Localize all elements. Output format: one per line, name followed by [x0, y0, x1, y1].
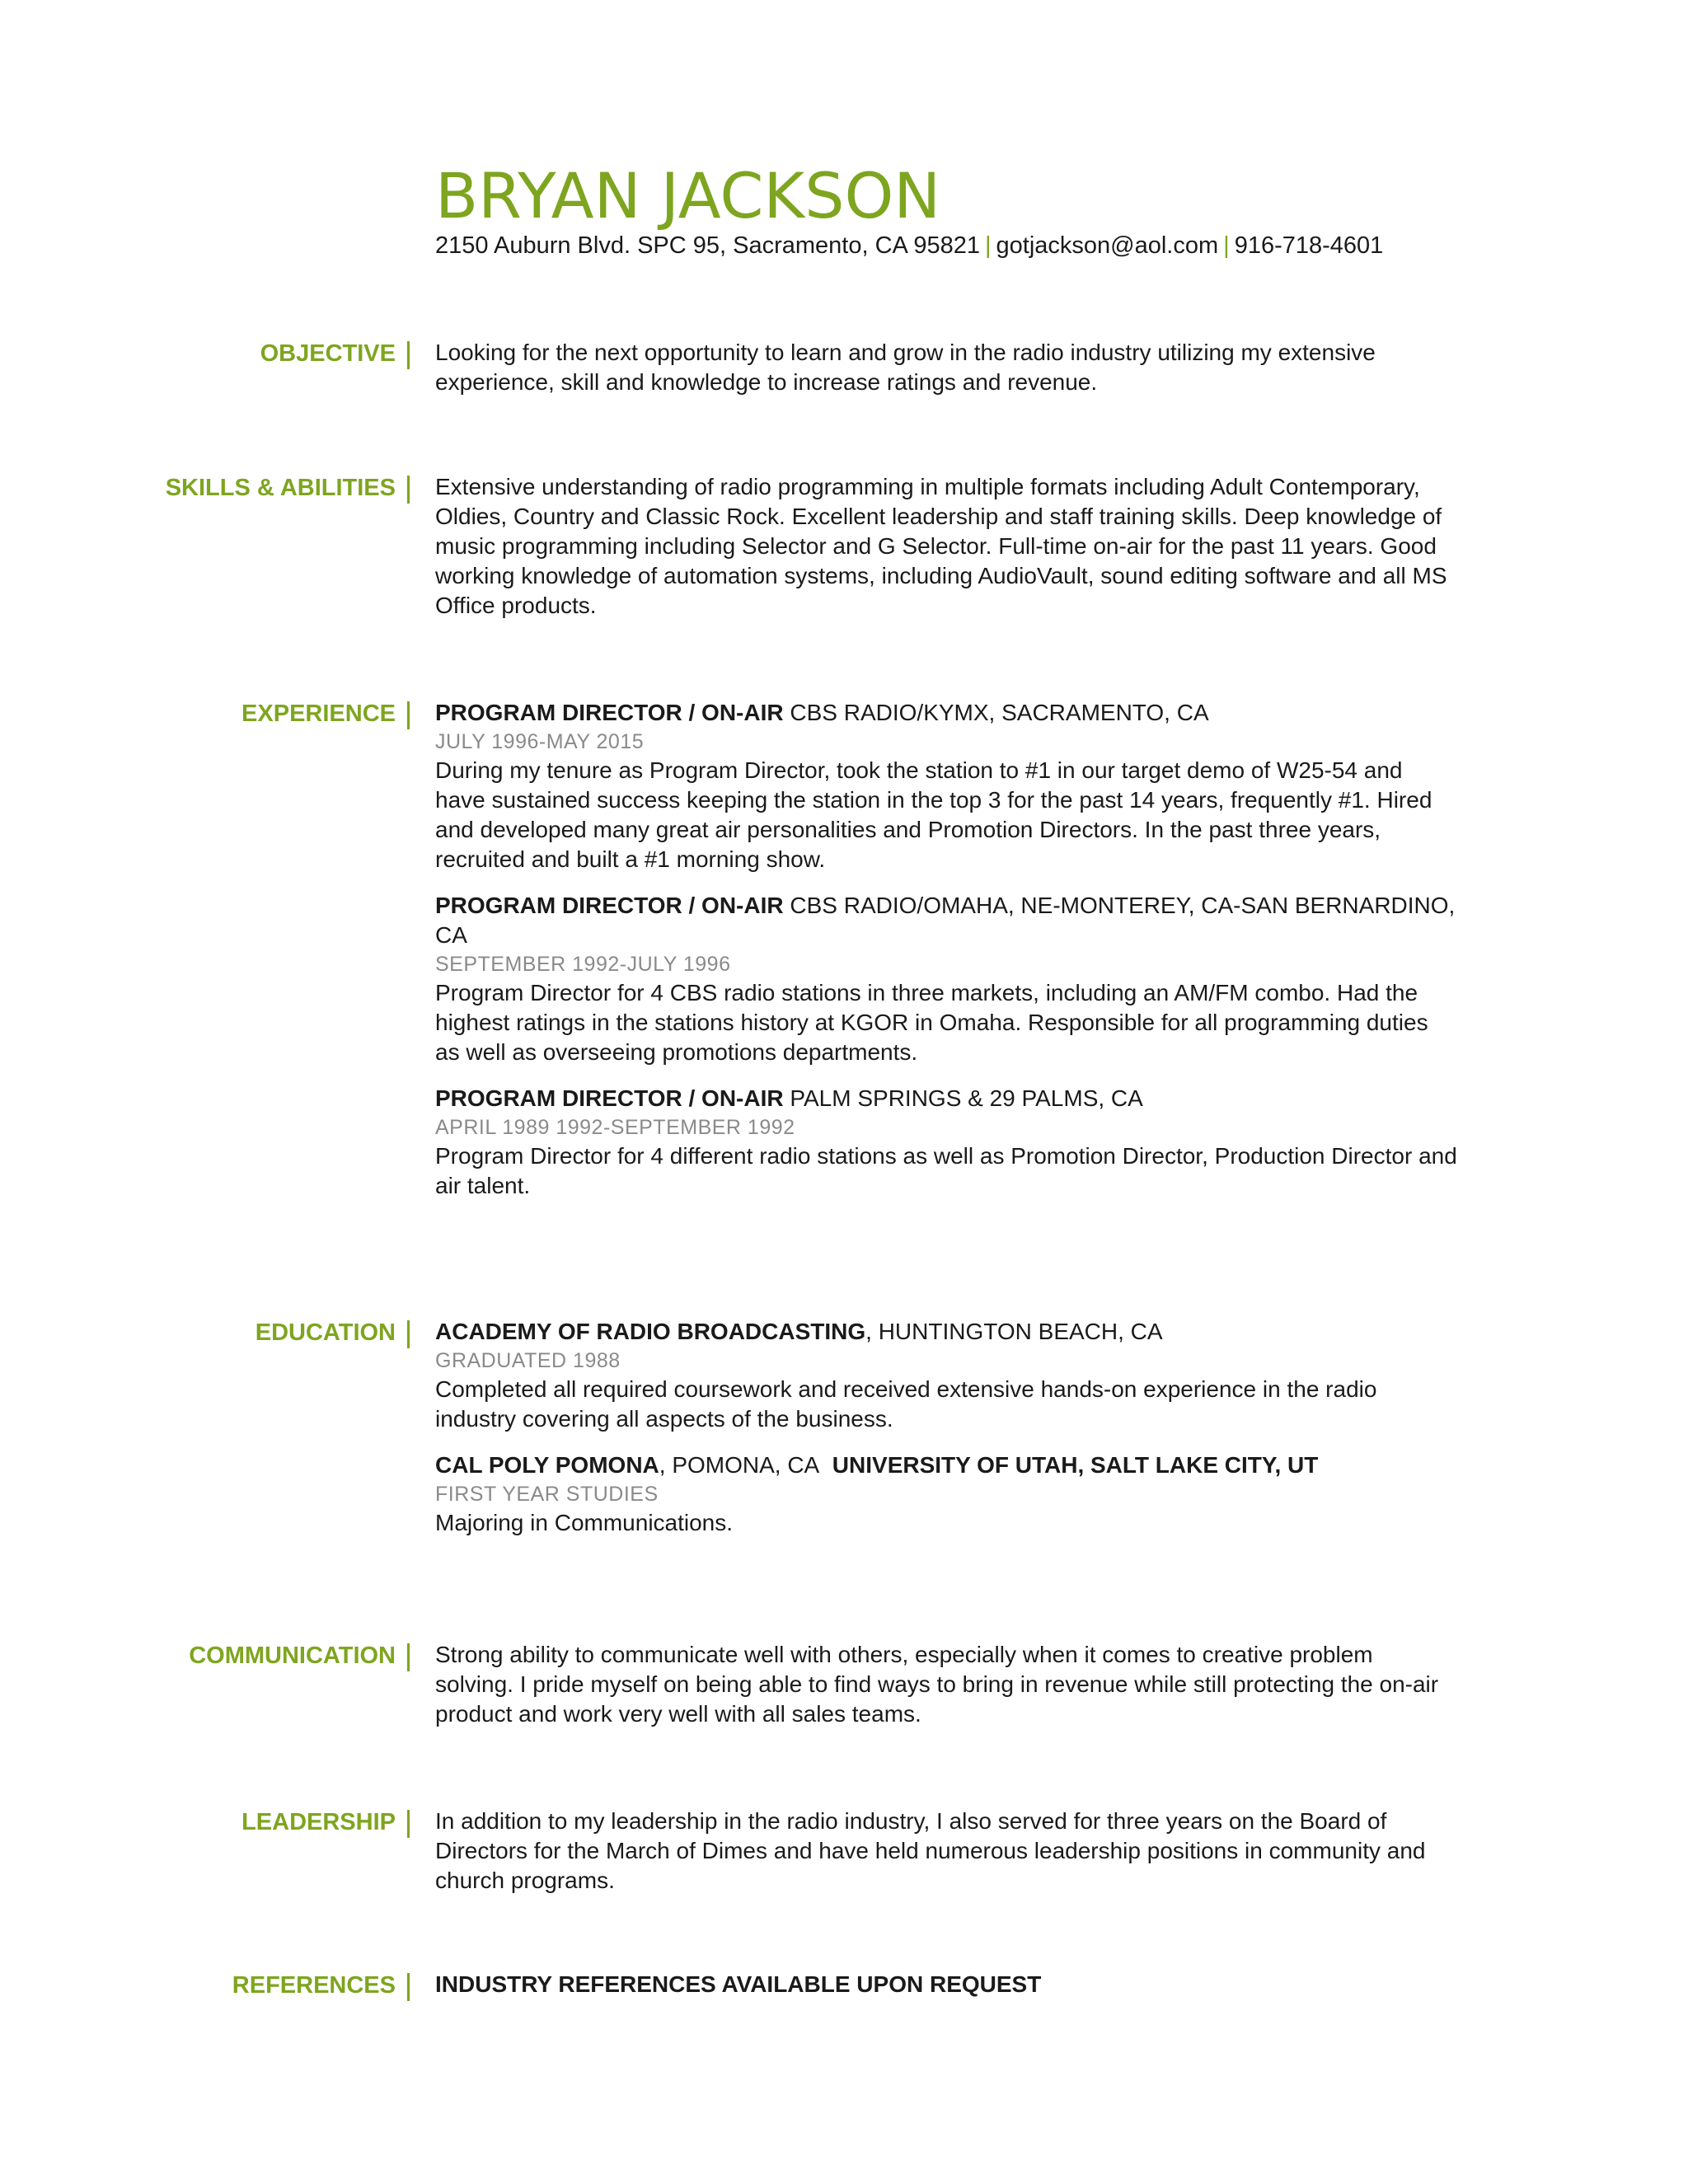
education-description: Majoring in Communications. — [435, 1510, 734, 1535]
leadership-content — [435, 1807, 1457, 1896]
job-title: PROGRAM DIRECTOR / ON-AIR — [435, 893, 784, 918]
section-label-education: EDUCATION — [255, 1319, 396, 1346]
section-divider — [407, 1810, 410, 1838]
section-divider — [407, 701, 410, 729]
education-entry — [435, 1451, 1457, 1538]
section-divider — [407, 476, 410, 504]
school-name: CAL POLY POMONA — [435, 1452, 659, 1478]
leadership-text: In addition to my leadership in the radio industry, I also served for three years on the Board of Directors for the March of Dimes and have held numerous leadership positions in community and church programs. — [435, 1808, 1426, 1893]
job-entry — [435, 891, 1457, 1067]
job-dates: APRIL 1989 1992-SEPTEMBER 1992 — [435, 1116, 795, 1139]
job-description: During my tenure as Program Director, took the station to #1 in our target demo of W25-54 and have sustained success keeping the station in the top 3 for the past 14 years, frequently #1. Hired and developed many great air personalities and Promotion Directors. In the past three years, recruited and built a #1 morning show. — [435, 757, 1432, 872]
applicant-name: BRYAN JACKSON — [435, 159, 941, 232]
references-text: INDUSTRY REFERENCES AVAILABLE UPON REQUEST — [435, 1971, 1042, 1997]
school-name: ACADEMY OF RADIO BROADCASTING — [435, 1319, 866, 1344]
job-entry — [435, 698, 1457, 874]
objective-content — [435, 338, 1457, 397]
job-dates: JULY 1996-MAY 2015 — [435, 730, 645, 753]
section-label-leadership: LEADERSHIP — [241, 1809, 396, 1835]
job-title: PROGRAM DIRECTOR / ON-AIR — [435, 1085, 784, 1111]
education-content — [435, 1317, 1457, 1554]
skills-text: Extensive understanding of radio programming in multiple formats including Adult Contemporary, Oldies, Country and Classic Rock. Excellent leadership and staff training skills. Deep knowledge of music programming including Selector and G Selector. Full-time on-air for the past 11 years. Good working knowledge of automation systems, including AudioVault, sound editing software and all MS Office products. — [435, 474, 1447, 618]
education-dates: GRADUATED 1988 — [435, 1349, 621, 1372]
section-label-communication: COMMUNICATION — [189, 1643, 396, 1669]
section-divider — [407, 341, 410, 369]
email: gotjackson@aol.com — [996, 232, 1219, 259]
school-name-secondary: UNIVERSITY OF UTAH, SALT LAKE CITY, UT — [832, 1452, 1319, 1478]
section-label-objective: OBJECTIVE — [260, 340, 396, 367]
school-location: , HUNTINGTON BEACH, CA — [865, 1319, 1163, 1344]
job-company: CBS RADIO/OMAHA, NE-MONTEREY, CA-SAN BERNARDINO, CA — [435, 893, 1456, 948]
references-content — [435, 1970, 1457, 1999]
job-company: PALM SPRINGS & 29 PALMS, CA — [790, 1085, 1143, 1111]
job-dates: SEPTEMBER 1992-JULY 1996 — [435, 953, 731, 976]
separator: | — [984, 232, 992, 259]
communication-content — [435, 1640, 1457, 1729]
job-title: PROGRAM DIRECTOR / ON-AIR — [435, 700, 784, 725]
experience-content — [435, 698, 1457, 1217]
section-label-experience: EXPERIENCE — [241, 701, 396, 727]
section-divider — [407, 1643, 410, 1671]
education-dates: FIRST YEAR STUDIES — [435, 1483, 659, 1506]
job-company: CBS RADIO/KYMX, SACRAMENTO, CA — [790, 700, 1209, 725]
job-entry — [435, 1084, 1457, 1201]
objective-text: Looking for the next opportunity to learn and grow in the radio industry utilizing my extensive experience, skill and knowledge to increase ratings and revenue. — [435, 340, 1376, 395]
contact-line — [435, 229, 1383, 262]
school-location: , POMONA, CA — [659, 1452, 820, 1478]
phone: 916-718-4601 — [1234, 232, 1384, 259]
section-label-references: REFERENCES — [232, 1972, 396, 1999]
skills-content — [435, 472, 1457, 621]
separator: | — [1223, 232, 1230, 259]
job-description: Program Director for 4 CBS radio stations in three markets, including an AM/FM combo. Had the highest ratings in the stations history at KGOR in Omaha. Responsible for all programming duties as well as overseeing promotions departments. — [435, 980, 1428, 1065]
address: 2150 Auburn Blvd. SPC 95, Sacramento, CA 95821 — [435, 232, 980, 259]
section-divider — [407, 1320, 410, 1348]
section-label-skills: SKILLS & ABILITIES — [165, 475, 396, 501]
education-description: Completed all required coursework and received extensive hands-on experience in the radio industry covering all aspects of the business. — [435, 1376, 1377, 1432]
education-entry — [435, 1317, 1457, 1434]
job-description: Program Director for 4 different radio stations as well as Promotion Director, Production Director and air talent. — [435, 1143, 1457, 1198]
section-divider — [407, 1973, 410, 2001]
communication-text: Strong ability to communicate well with others, especially when it comes to creative problem solving. I pride myself on being able to find ways to bring in revenue while still protecting the on-air product and work very well with all sales teams. — [435, 1642, 1439, 1727]
